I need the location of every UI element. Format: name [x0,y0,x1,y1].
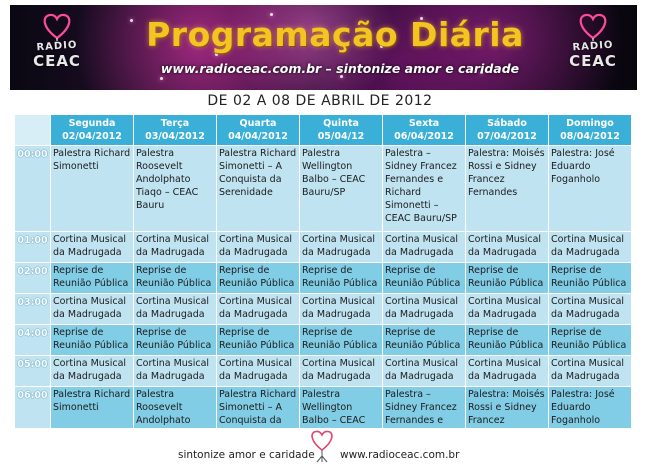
table-row [15,294,632,325]
header-corner [15,115,51,146]
program-cell: Reprise de Reunião Pública [300,325,383,356]
time-cell: 06:00 [15,387,51,429]
program-cell: Reprise de Reunião Pública [217,325,300,356]
program-cell: Palestra Wellington Balbo – CEAC Bauru/SP [300,146,383,232]
time-cell: 01:00 [15,232,51,263]
program-cell: Palestra Richard Simonetti – A Conquista da [217,387,300,429]
program-cell: Reprise de Reunião Pública [383,325,466,356]
day-name: Quarta [239,118,277,129]
day-header [217,115,300,146]
program-cell: Cortina Musical da Madrugada [466,232,549,263]
radio-ceac-logo-right [558,11,628,86]
program-cell: Cortina Musical da Madrugada [466,294,549,325]
program-cell: Cortina Musical da Madrugada [134,294,217,325]
time-cell: 00:00 [15,146,51,232]
logo-ceac-text: CEAC [569,52,617,70]
table-row [15,232,632,263]
logo-ceac-text: CEAC [33,52,81,70]
program-cell: Reprise de Reunião Pública [549,325,632,356]
program-cell: Cortina Musical da Madrugada [134,232,217,263]
program-cell: Cortina Musical da Madrugada [217,232,300,263]
day-date: 08/04/2012 [560,131,620,142]
program-cell: Cortina Musical da Madrugada [466,356,549,387]
footer-slogan: sintonize amor e caridade [178,449,315,461]
program-cell: Palestra Roosevelt Andolphato [134,387,217,429]
header-banner [10,5,637,90]
heart-antenna-icon [40,11,74,41]
program-cell: Reprise de Reunião Pública [300,263,383,294]
program-cell: Cortina Musical da Madrugada [549,356,632,387]
table-row [15,387,632,429]
program-cell: Palestra Roosevelt Andolphato Tiaqo – CEAC Bauru [134,146,217,232]
time-cell: 03:00 [15,294,51,325]
day-header [549,115,632,146]
program-cell: Cortina Musical da Madrugada [51,232,134,263]
program-cell: Cortina Musical da Madrugada [300,232,383,263]
schedule-table [14,114,632,429]
page-title: Programação Diária [146,15,524,54]
program-cell: Reprise de Reunião Pública [51,325,134,356]
program-cell: Cortina Musical da Madrugada [300,356,383,387]
radio-ceac-logo-left [22,11,92,86]
program-cell: Cortina Musical da Madrugada [549,232,632,263]
program-cell: Reprise de Reunião Pública [51,263,134,294]
day-header [383,115,466,146]
table-header-row [15,115,632,146]
day-date: 06/04/2012 [394,131,454,142]
day-date: 07/04/2012 [477,131,537,142]
time-cell: 05:00 [15,356,51,387]
program-cell: Cortina Musical da Madrugada [383,356,466,387]
program-cell: Reprise de Reunião Pública [383,263,466,294]
date-range: DE 02 A 08 DE ABRIL DE 2012 [207,93,433,109]
program-cell: Palestra Richard Simonetti [51,146,134,232]
footer [0,428,647,468]
logo-radio-text: RADIO [572,39,614,54]
day-date: 02/04/2012 [62,131,122,142]
day-name: Sexta [408,118,440,129]
program-cell: Palestra Richard Simonetti – A Conquista da Serenidade [217,146,300,232]
time-cell: 04:00 [15,325,51,356]
program-cell: Palestra: José Eduardo Foganholo [549,146,632,232]
day-date: 05/04/12 [317,131,365,142]
program-cell: Reprise de Reunião Pública [134,325,217,356]
table-row [15,263,632,294]
logo-radio-text: RADIO [36,39,78,54]
table-row [15,325,632,356]
program-cell: Palestra Wellington Balbo – CEAC [300,387,383,429]
day-date: 03/04/2012 [145,131,205,142]
program-cell: Cortina Musical da Madrugada [51,294,134,325]
program-cell: Cortina Musical da Madrugada [51,356,134,387]
footer-url: www.radioceac.com.br [340,449,460,461]
heart-antenna-icon [576,11,610,41]
program-cell: Palestra: Moisés Rossi e Sidney Francez [466,387,549,429]
day-name: Terça [160,118,190,129]
program-cell: Palestra: Moisés Rossi e Sidney Francez Fernandes [466,146,549,232]
program-cell: Palestra – Sidney Francez Fernandes e Richard Simonetti – CEAC Bauru/SP [383,146,466,232]
day-name: Sábado [487,118,527,129]
banner-subtitle: www.radioceac.com.br – sintonize amor e caridade [160,61,520,76]
program-cell: Palestra Richard Simonetti [51,387,134,429]
program-cell: Cortina Musical da Madrugada [300,294,383,325]
day-date: 04/04/2012 [228,131,288,142]
program-cell: Palestra: José Eduardo Foganholo [549,387,632,429]
program-cell: Reprise de Reunião Pública [217,263,300,294]
program-cell: Reprise de Reunião Pública [466,263,549,294]
day-name: Segunda [68,118,116,129]
program-cell: Cortina Musical da Madrugada [217,294,300,325]
program-cell: Cortina Musical da Madrugada [217,356,300,387]
program-cell: Cortina Musical da Madrugada [134,356,217,387]
day-header [300,115,383,146]
program-cell: Palestra – Sidney Francez Fernandes e [383,387,466,429]
program-cell: Cortina Musical da Madrugada [383,294,466,325]
day-name: Quinta [323,118,359,129]
program-cell: Reprise de Reunião Pública [549,263,632,294]
day-header [466,115,549,146]
table-row [15,146,632,232]
program-cell: Cortina Musical da Madrugada [549,294,632,325]
day-header [51,115,134,146]
table-row [15,356,632,387]
time-cell: 02:00 [15,263,51,294]
day-header [134,115,217,146]
program-cell: Reprise de Reunião Pública [134,263,217,294]
program-cell: Reprise de Reunião Pública [466,325,549,356]
day-name: Domingo [566,118,614,129]
program-cell: Cortina Musical da Madrugada [383,232,466,263]
